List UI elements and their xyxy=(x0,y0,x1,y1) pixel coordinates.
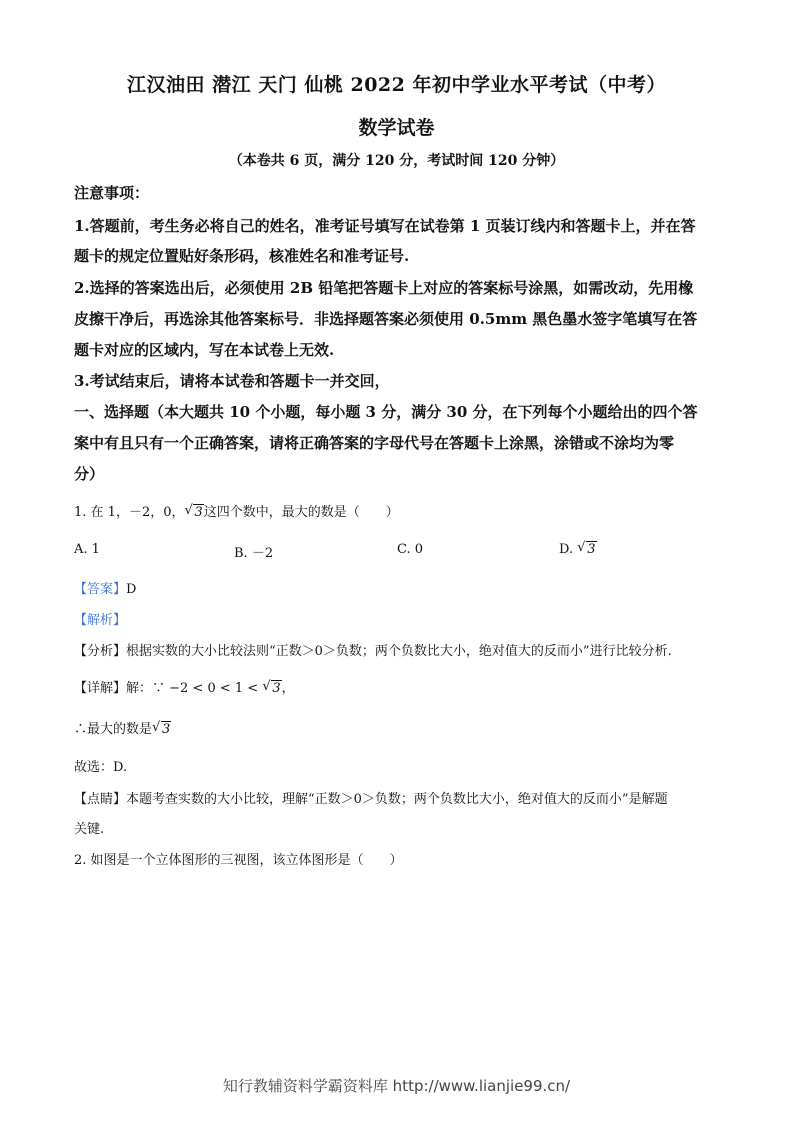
exam-title: 江汉油田 潜江 天门 仙桃 2022 年初中学业水平考试（中考） xyxy=(127,74,666,96)
q1-stem-radicand: 3 xyxy=(194,505,203,520)
q1-choose: 故选：D. xyxy=(74,760,128,775)
notice-item-3: 3.考试结束后，请将本试卷和答题卡一并交回， xyxy=(74,372,390,390)
q1-fenxi xyxy=(74,640,672,659)
exam-subtitle: 数学试卷 xyxy=(358,117,435,139)
section-heading-a: 一、选择题（本大题共 10 个小题，每小题 3 分，满分 30 分，在下列每个小题给出的四个答 xyxy=(74,403,698,421)
notice-item-1b: 题卡的规定位置贴好条形码，核准姓名和准考证号. xyxy=(74,247,410,265)
conclusion-radicand: 3 xyxy=(162,722,171,737)
detail-radicand: 3 xyxy=(272,681,281,696)
q1-answer xyxy=(74,578,136,597)
q1-stem-pre: 1. 在 1，－2，0， xyxy=(74,505,185,520)
exam-meta: （本卷共 6 页，满分 120 分，考试时间 120 分钟） xyxy=(228,153,565,169)
q1-comment xyxy=(74,788,668,807)
comment-text-a: 本题考查实数的大小比较，理解“正数＞0＞负数；两个负数比大小，绝对值大的反而小”是解题 xyxy=(126,792,668,807)
q1-option-a: A. 1 xyxy=(74,542,100,557)
fenxi-tag: 【分析】 xyxy=(74,644,127,659)
notice-heading: 注意事项： xyxy=(74,184,150,202)
sqrt-symbol: √ 3 xyxy=(152,720,171,737)
q1-option-c: C. 0 xyxy=(397,542,424,557)
fenxi-text: 根据实数的大小比较法则“正数＞0＞负数；两个负数比大小，绝对值大的反而小”进行比较分析. xyxy=(126,644,672,659)
sqrt-symbol: √ 3 xyxy=(184,503,203,520)
q1-detail xyxy=(74,677,295,696)
detail-pre: 解：∵ −2 < 0 < 1 < xyxy=(126,681,263,696)
q1-analysis-heading xyxy=(74,609,126,628)
notice-item-2c: 题卡对应的区域内，写在本试卷上无效. xyxy=(74,341,335,359)
q2-stem: 2. 如图是一个立体图形的三视图，该立体图形是（ ） xyxy=(74,853,403,868)
detail-tag: 【详解】 xyxy=(74,681,127,696)
notice-item-2b: 皮擦干净后，再选涂其他答案标号．非选择题答案必须使用 0.5mm 黑色墨水签字笔填写在答 xyxy=(74,310,698,328)
q1-option-d-radicand: 3 xyxy=(587,542,596,557)
sqrt-symbol: √ 3 xyxy=(577,540,596,557)
q1-conclusion xyxy=(74,718,171,737)
notice-item-2a: 2.选择的答案选出后，必须使用 2B 铅笔把答题卡上对应的答案标号涂黑，如需改动，先用橡 xyxy=(74,279,694,297)
detail-post: ， xyxy=(281,681,295,696)
notice-item-1a: 1.答题前，考生务必将自己的姓名，准考证号填写在试卷第 1 页装订线内和答题卡上，并在答 xyxy=(74,217,696,235)
conclusion-pre: ∴最大的数是 xyxy=(74,722,153,737)
q1-option-d-label: D. xyxy=(559,542,574,557)
q1-comment-cont: 关键. xyxy=(74,822,105,837)
q1-option-b: B. －2 xyxy=(234,546,274,561)
answer-value: D xyxy=(126,582,137,597)
q1-option-d xyxy=(559,542,597,557)
section-heading-b: 案中有且只有一个正确答案，请将正确答案的字母代号在答题卡上涂黑，涂错或不涂均为零 xyxy=(74,434,675,452)
sqrt-symbol: √ 3 xyxy=(262,679,281,696)
answer-tag: 【答案】 xyxy=(74,582,127,597)
q1-stem xyxy=(74,501,399,520)
q1-stem-post: 这四个数中，最大的数是（ ） xyxy=(203,505,399,520)
comment-tag: 【点睛】 xyxy=(74,792,127,807)
footer-watermark: 知行教辅资料学霸资料库 http://www.lianjie99.cn/ xyxy=(222,1077,571,1095)
section-heading-c: 分） xyxy=(74,465,105,483)
analysis-tag: 【解析】 xyxy=(74,613,127,628)
